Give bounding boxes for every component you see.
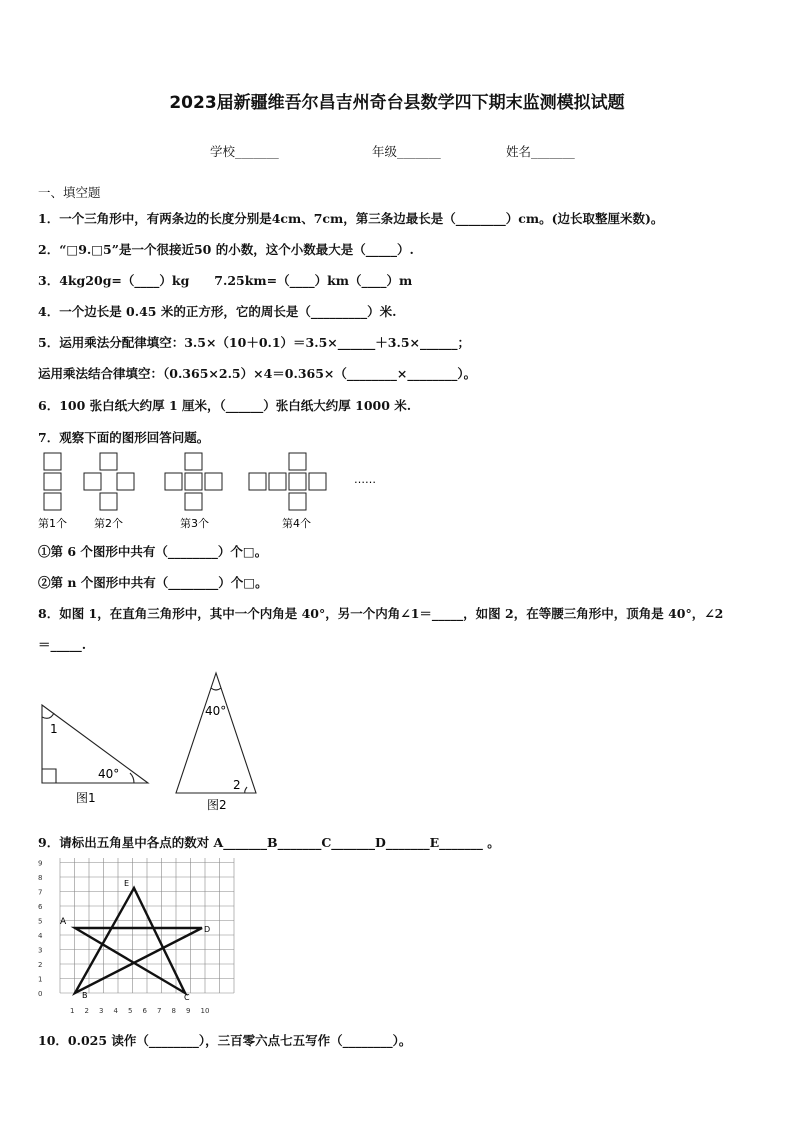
point-e-label: E [124,879,130,888]
point-a-label: A [60,917,67,927]
pattern-square [309,473,326,490]
x-tick-label: 6 [142,1007,147,1015]
question-8a: 8．如图 1，在直角三角形中，其中一个内角是 40°，另一个内角∠1＝_____，如图 2，在等腰三角形中，顶角是 40°，∠2 [38,606,724,621]
question-2: 2．“□9.□5”是一个很接近50 的小数，这个小数最大是（_____）. [38,242,414,257]
pattern-square [44,473,61,490]
isosceles-triangle [176,673,256,793]
figure-1-caption: 图1 [76,791,96,805]
y-tick-label: 5 [38,917,43,926]
pattern-square [249,473,266,490]
y-tick-label: 7 [38,888,43,897]
triangle-figures [30,665,290,815]
coordinate-grid [30,858,245,1020]
angle-2-arc [245,787,247,793]
pattern-square [289,493,306,510]
pattern-square [117,473,134,490]
name-field: 姓名_______ [506,144,575,159]
y-tick-label: 1 [38,975,43,984]
y-tick-label: 6 [38,903,43,911]
x-tick-label: 1 [70,1007,75,1015]
question-5a: 5．运用乘法分配律填空：3.5×（10＋0.1）＝3.5×______＋3.5×______； [38,335,471,350]
x-tick-label: 4 [113,1007,118,1015]
question-7a: ①第 6 个图形中共有（________）个□。 [38,544,268,559]
apex-angle-arc [211,688,221,690]
question-7b: ②第 n 个图形中共有（________）个□。 [38,575,268,590]
angle-1-arc [42,713,54,718]
x-tick-label: 3 [99,1007,104,1015]
question-6: 6．100 张白纸大约厚 1 厘米，（______）张白纸大约厚 1000 米. [38,398,412,413]
point-b-label: B [82,991,88,1000]
angle-40-label-fig2: 40° [205,704,227,718]
right-triangle [42,705,148,783]
question-7: 7．观察下面的图形回答问题。 [38,430,210,445]
pattern-square [165,473,182,490]
question-9: 9．请标出五角星中各点的数对 A_______B_______C_______D_______E_______ 。 [38,835,500,850]
pattern-square [269,473,286,490]
x-tick-label: 10 [200,1007,210,1015]
pattern-label-4: 第4个 [282,517,311,530]
y-tick-label: 0 [38,990,43,998]
x-tick-label: 7 [157,1007,162,1015]
school-field: 学校_______ [210,144,279,159]
pattern-square [100,453,117,470]
pattern-ellipsis: …… [354,473,376,486]
x-tick-label: 8 [171,1007,176,1015]
angle-1-label: 1 [50,722,58,736]
pattern-label-2: 第2个 [94,517,123,530]
grade-field: 年级_______ [372,144,441,159]
x-axis-labels [70,1007,209,1015]
y-tick-label: 8 [38,874,43,882]
question-8b: ＝_____. [38,637,87,652]
pattern-square [185,453,202,470]
pattern-square [289,453,306,470]
question-4: 4．一个边长是 0.45 米的正方形，它的周长是（_________）米. [38,304,397,319]
pattern-square [205,473,222,490]
y-axis-labels [38,858,47,998]
y-tick-label: 2 [38,961,43,969]
pattern-square [289,473,306,490]
page-title: 2023届新疆维吾尔昌吉州奇台县数学四下期末监测模拟试题 [169,93,625,113]
point-c-label: C [184,993,190,1002]
pattern-square [100,493,117,510]
pattern-square [185,473,202,490]
section-fill-blank: 一、填空题 [38,185,101,200]
y-tick-label: 3 [38,946,43,955]
angle-40-arc-fig1 [130,773,134,783]
y-tick-label: 4 [38,932,43,940]
question-1: 1．一个三角形中，有两条边的长度分别是4cm、7cm，第三条边最长是（________）cm。(边长取整厘米数)。 [38,211,664,226]
five-point-star [75,888,202,993]
pattern-square [44,493,61,510]
x-tick-label: 9 [186,1007,191,1015]
angle-40-label-fig1: 40° [98,767,120,781]
pattern-square [84,473,101,490]
question-5b: 运用乘法结合律填空：（0.365×2.5）×4＝0.365×（________×________）。 [38,366,477,381]
figure-2-caption: 图2 [207,798,227,812]
point-d-label: D [204,925,211,934]
x-tick-label: 2 [84,1007,89,1015]
question-3: 3．4kg20g=（____）kg 7.25km=（____）km（____）m [38,273,413,288]
pattern-square [44,453,61,470]
pattern-label-3: 第3个 [180,517,209,530]
right-angle-mark [42,769,56,783]
pattern-label-1: 第1个 [38,517,67,530]
y-tick-label: 9 [38,859,43,868]
x-tick-label: 5 [128,1007,133,1015]
square-pattern-figure [30,448,410,534]
pattern-square [185,493,202,510]
question-10: 10．0.025 读作（________），三百零六点七五写作（________）。 [38,1033,412,1048]
angle-2-label: 2 [233,778,241,792]
